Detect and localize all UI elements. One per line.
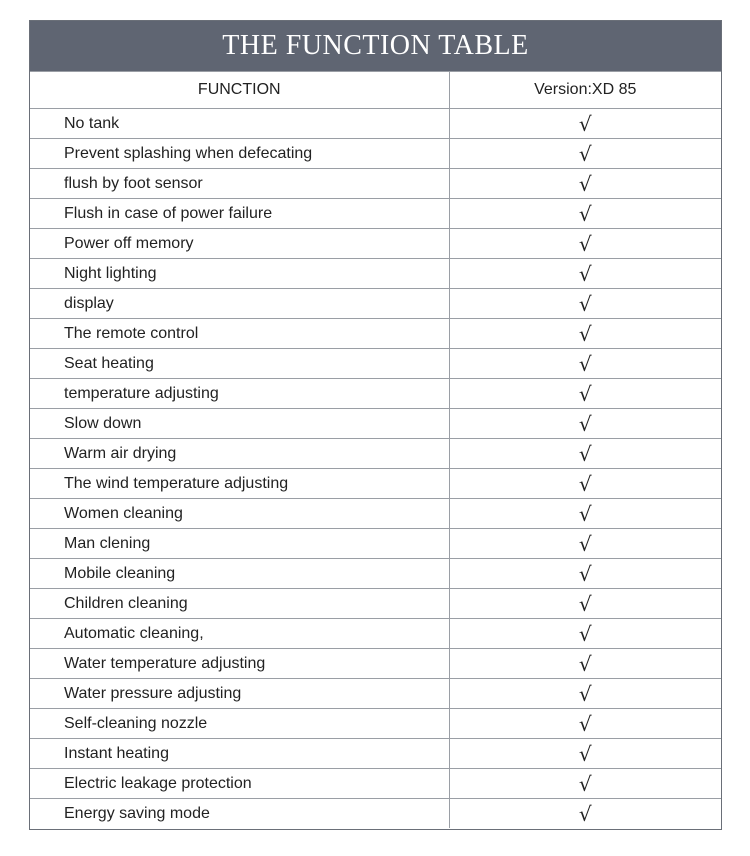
function-label: Water temperature adjusting xyxy=(30,649,449,679)
table-row xyxy=(30,469,721,499)
table-row xyxy=(30,739,721,769)
check-mark-icon: √ xyxy=(449,319,721,349)
function-label: temperature adjusting xyxy=(30,379,449,409)
function-label: Self-cleaning nozzle xyxy=(30,709,449,739)
table-title: THE FUNCTION TABLE xyxy=(222,30,529,61)
function-rows xyxy=(30,109,721,829)
check-mark-icon: √ xyxy=(449,769,721,799)
check-mark-icon: √ xyxy=(449,379,721,409)
check-mark-icon: √ xyxy=(449,169,721,199)
check-mark-icon: √ xyxy=(449,739,721,769)
function-label: No tank xyxy=(30,109,449,139)
table-row xyxy=(30,589,721,619)
table-row xyxy=(30,199,721,229)
check-mark-icon: √ xyxy=(449,259,721,289)
function-label: flush by foot sensor xyxy=(30,169,449,199)
function-label: Energy saving mode xyxy=(30,799,449,829)
check-mark-icon: √ xyxy=(449,679,721,709)
table-row xyxy=(30,349,721,379)
function-label: Slow down xyxy=(30,409,449,439)
table-row xyxy=(30,439,721,469)
check-mark-icon: √ xyxy=(449,289,721,319)
function-table-card xyxy=(29,20,722,830)
table-row xyxy=(30,259,721,289)
function-label: Power off memory xyxy=(30,229,449,259)
table-row xyxy=(30,499,721,529)
check-mark-icon: √ xyxy=(449,199,721,229)
table-row xyxy=(30,289,721,319)
check-mark-icon: √ xyxy=(449,799,721,829)
table-row xyxy=(30,559,721,589)
title-bar xyxy=(30,21,721,71)
check-mark-icon: √ xyxy=(449,409,721,439)
table-row xyxy=(30,319,721,349)
check-mark-icon: √ xyxy=(449,709,721,739)
check-mark-icon: √ xyxy=(449,349,721,379)
check-mark-icon: √ xyxy=(449,619,721,649)
function-table xyxy=(30,71,721,828)
function-label: Women cleaning xyxy=(30,499,449,529)
table-row xyxy=(30,619,721,649)
function-label: The remote control xyxy=(30,319,449,349)
table-row xyxy=(30,109,721,139)
function-label: Seat heating xyxy=(30,349,449,379)
function-label: The wind temperature adjusting xyxy=(30,469,449,499)
table-row xyxy=(30,679,721,709)
table-row xyxy=(30,529,721,559)
table-row xyxy=(30,139,721,169)
function-label: Children cleaning xyxy=(30,589,449,619)
function-label: Water pressure adjusting xyxy=(30,679,449,709)
function-label: Instant heating xyxy=(30,739,449,769)
table-row xyxy=(30,169,721,199)
check-mark-icon: √ xyxy=(449,529,721,559)
check-mark-icon: √ xyxy=(449,469,721,499)
table-row xyxy=(30,799,721,829)
function-label: Night lighting xyxy=(30,259,449,289)
check-mark-icon: √ xyxy=(449,589,721,619)
check-mark-icon: √ xyxy=(449,439,721,469)
function-label: display xyxy=(30,289,449,319)
table-row xyxy=(30,709,721,739)
function-label: Mobile cleaning xyxy=(30,559,449,589)
version-column-header: Version:XD 85 xyxy=(449,72,721,109)
table-row xyxy=(30,769,721,799)
function-label: Man clening xyxy=(30,529,449,559)
table-row xyxy=(30,379,721,409)
check-mark-icon: √ xyxy=(449,559,721,589)
function-column-header: FUNCTION xyxy=(30,72,449,109)
check-mark-icon: √ xyxy=(449,649,721,679)
function-label: Warm air drying xyxy=(30,439,449,469)
function-label: Automatic cleaning, xyxy=(30,619,449,649)
check-mark-icon: √ xyxy=(449,109,721,139)
function-label: Electric leakage protection xyxy=(30,769,449,799)
check-mark-icon: √ xyxy=(449,139,721,169)
function-label: Prevent splashing when defecating xyxy=(30,139,449,169)
check-mark-icon: √ xyxy=(449,229,721,259)
check-mark-icon: √ xyxy=(449,499,721,529)
table-row xyxy=(30,649,721,679)
table-row xyxy=(30,409,721,439)
function-label: Flush in case of power failure xyxy=(30,199,449,229)
table-row xyxy=(30,229,721,259)
header-row xyxy=(30,72,721,109)
